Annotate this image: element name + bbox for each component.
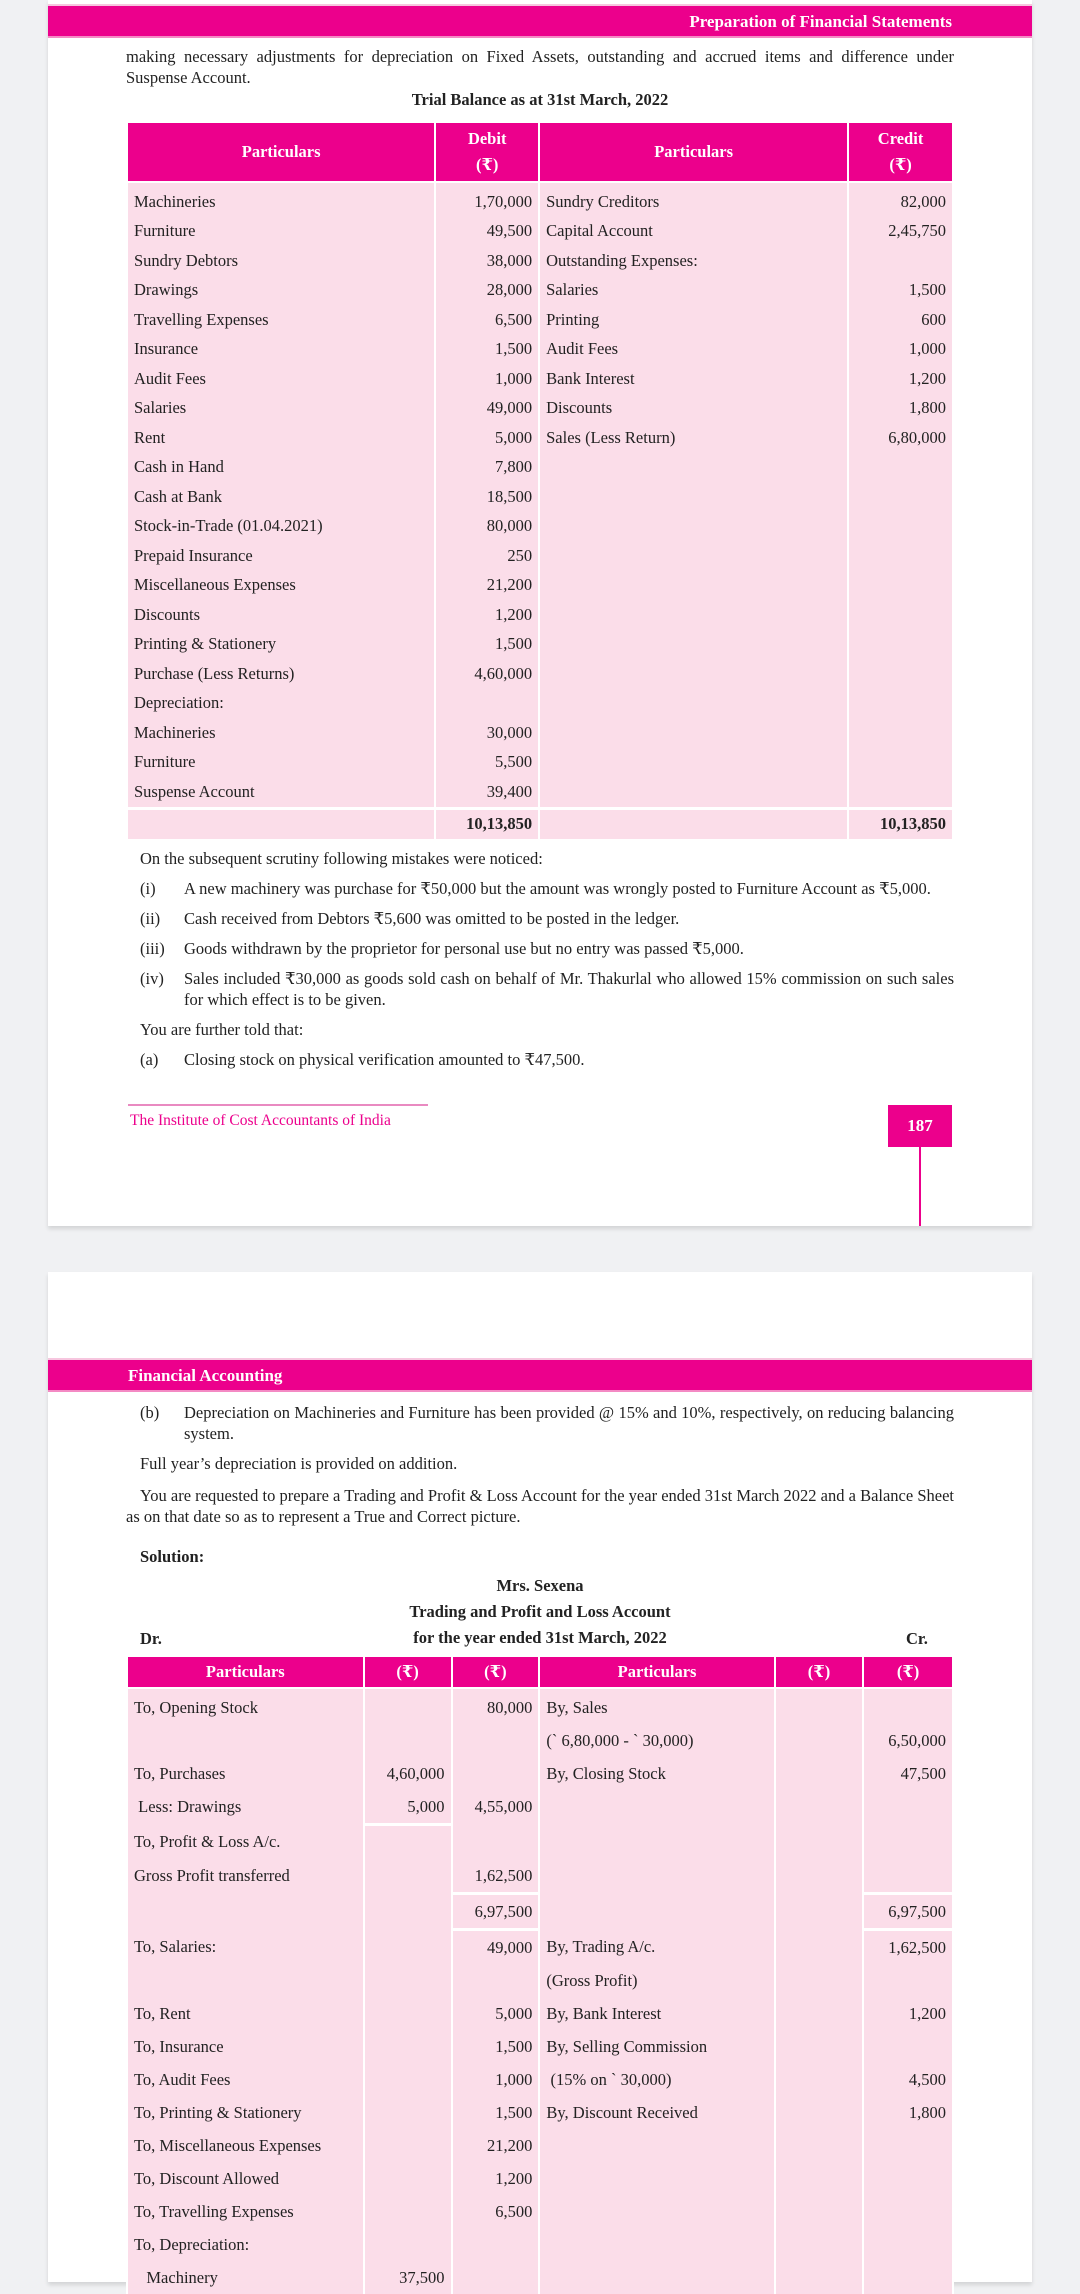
dr-particular: To, Audit Fees (127, 2063, 364, 2096)
dr-amount (452, 2228, 540, 2261)
cr-particular (539, 1790, 774, 1825)
account-row (127, 1930, 953, 1965)
dr-amount (452, 1825, 540, 1860)
account-row (127, 1997, 953, 2030)
total-debit: 10,13,850 (435, 808, 539, 839)
total-label-cell (539, 808, 848, 839)
account-row (127, 1724, 953, 1757)
dr-inner-amount (364, 1894, 452, 1930)
debit-particular: Depreciation: (127, 689, 435, 719)
debit-particular: Sundry Debtors (127, 246, 435, 276)
account-period: for the year ended 31st March, 2022 (413, 1628, 667, 1647)
mistakes-list (140, 878, 954, 1010)
dr-amount: 21,200 (452, 2129, 540, 2162)
credit-particular: Sundry Creditors (539, 182, 848, 217)
debit-amount: 80,000 (435, 512, 539, 542)
cr-particular: By, Sales (539, 1688, 774, 1724)
debit-particular: Suspense Account (127, 777, 435, 808)
total-credit: 10,13,850 (848, 808, 953, 839)
dr-particular: To, Salaries: (127, 1930, 364, 1965)
debit-particular: Drawings (127, 276, 435, 306)
account-row (127, 1825, 953, 1860)
cr-inner-amount (775, 1964, 863, 1997)
dr-particular: To, Discount Allowed (127, 2162, 364, 2195)
cr-inner-amount (775, 1825, 863, 1860)
item-marker: (iii) (140, 939, 165, 958)
cr-particular: By, Bank Interest (539, 1997, 774, 2030)
scrutiny-section (140, 848, 954, 1079)
running-header-title: Financial Accounting (128, 1366, 283, 1385)
account-row (127, 2162, 953, 2195)
dr-amount: 6,97,500 (452, 1894, 540, 1930)
credit-particular (539, 541, 848, 571)
debit-amount: 28,000 (435, 276, 539, 306)
debit-label: Debit (467, 129, 507, 148)
credit-particular: Salaries (539, 276, 848, 306)
credit-amount (848, 600, 953, 630)
credit-particular (539, 630, 848, 660)
credit-amount: 1,200 (848, 364, 953, 394)
account-row (127, 1859, 953, 1894)
credit-particular (539, 777, 848, 808)
item-text: A new machinery was purchase for ₹50,000 but the amount was wrongly posted to Furniture Account as ₹5,000. (184, 879, 931, 898)
debit-amount: 49,000 (435, 394, 539, 424)
dr-particular: To, Printing & Stationery (127, 2096, 364, 2129)
cr-amount (863, 1964, 953, 1997)
cr-inner-amount (775, 2096, 863, 2129)
cr-particular: By, Trading A/c. (539, 1930, 774, 1965)
credit-particular: Audit Fees (539, 335, 848, 365)
trial-balance-row (127, 423, 953, 453)
debit-amount: 7,800 (435, 453, 539, 483)
cr-particular (539, 2261, 774, 2294)
credit-particular: Capital Account (539, 217, 848, 247)
credit-particular (539, 748, 848, 778)
dr-inner-amount (364, 2129, 452, 2162)
dr-particular (127, 1724, 364, 1757)
debit-unit: (₹) (475, 155, 499, 174)
dr-amount (452, 1724, 540, 1757)
item-marker: (ii) (140, 909, 161, 928)
solution-label: Solution: (140, 1547, 205, 1566)
dr-inner-amount (364, 2096, 452, 2129)
debit-particular: Discounts (127, 600, 435, 630)
footer-rule (128, 1104, 428, 1106)
dr-inner-amount (364, 2195, 452, 2228)
col-header-cr-inner-amount: (₹) (775, 1656, 863, 1688)
credit-particular (539, 453, 848, 483)
debit-particular: Cash at Bank (127, 482, 435, 512)
adjustments-section (140, 1402, 954, 1483)
cr-amount (863, 2030, 953, 2063)
request-paragraph: You are requested to prepare a Trading and Profit & Loss Account for the year ended 31st March 2022 and a Balance Sheet as on that date so as to represent a True and Correct picture. (126, 1486, 954, 1526)
credit-amount (848, 718, 953, 748)
debit-particular: Purchase (Less Returns) (127, 659, 435, 689)
credit-particular: Bank Interest (539, 364, 848, 394)
cr-amount (863, 2162, 953, 2195)
mistake-item (140, 878, 954, 899)
cr-amount (863, 2228, 953, 2261)
trial-balance-row (127, 541, 953, 571)
dr-particular: Machinery (127, 2261, 364, 2294)
item-text: Goods withdrawn by the proprietor for personal use but no entry was passed ₹5,000. (184, 939, 744, 958)
cr-inner-amount (775, 1859, 863, 1894)
debit-amount: 250 (435, 541, 539, 571)
debit-particular: Machineries (127, 718, 435, 748)
trial-balance-row (127, 394, 953, 424)
trial-balance-row (127, 217, 953, 247)
cr-particular: (Gross Profit) (539, 1964, 774, 1997)
cr-amount (863, 2195, 953, 2228)
credit-amount (848, 630, 953, 660)
item-text: Sales included ₹30,000 as goods sold cash on behalf of Mr. Thakurlal who allowed 15% commission on such sales for which effect is to be given. (184, 969, 954, 1009)
debit-particular: Travelling Expenses (127, 305, 435, 335)
credit-amount (848, 246, 953, 276)
cr-particular (539, 2129, 774, 2162)
credit-amount (848, 659, 953, 689)
trial-balance-title: Trial Balance as at 31st March, 2022 (411, 90, 669, 109)
dr-amount (452, 1757, 540, 1790)
trial-balance-row (127, 276, 953, 306)
debit-particular: Furniture (127, 748, 435, 778)
dr-amount: 1,500 (452, 2096, 540, 2129)
cr-particular (539, 2228, 774, 2261)
col-header-dr-amount: (₹) (452, 1656, 540, 1688)
debit-particular: Salaries (127, 394, 435, 424)
account-row (127, 1757, 953, 1790)
cr-amount (863, 1688, 953, 1724)
cr-inner-amount (775, 2195, 863, 2228)
cr-amount (863, 1859, 953, 1894)
cr-amount (863, 2261, 953, 2294)
dr-amount: 1,000 (452, 2063, 540, 2096)
debit-amount: 5,000 (435, 423, 539, 453)
document-page-188 (48, 1272, 1032, 2287)
debit-amount: 1,500 (435, 335, 539, 365)
cr-amount (863, 1790, 953, 1825)
credit-amount (848, 571, 953, 601)
item-marker: (b) (140, 1403, 160, 1422)
cr-amount (863, 1825, 953, 1860)
cr-particular (539, 1825, 774, 1860)
credit-particular (539, 718, 848, 748)
cr-amount: 6,50,000 (863, 1724, 953, 1757)
debit-amount: 1,000 (435, 364, 539, 394)
account-row (127, 1688, 953, 1724)
dr-particular: To, Travelling Expenses (127, 2195, 364, 2228)
account-row (127, 1894, 953, 1930)
credit-particular: Sales (Less Return) (539, 423, 848, 453)
debit-side-label: Dr. (140, 1629, 162, 1648)
further-list (140, 1049, 954, 1070)
debit-amount: 6,500 (435, 305, 539, 335)
item-text: Depreciation on Machineries and Furniture has been provided @ 15% and 10%, respectively, on reducing balancing system. (184, 1403, 954, 1443)
item-marker: (i) (140, 879, 156, 898)
mistake-item (140, 938, 954, 959)
dr-particular: Less: Drawings (127, 1790, 364, 1825)
cr-particular: (` 6,80,000 - ` 30,000) (539, 1724, 774, 1757)
col-header-cr-particulars: Particulars (539, 1656, 774, 1688)
running-header (48, 4, 1032, 38)
col-header-particulars-debit: Particulars (127, 122, 435, 182)
debit-amount: 5,500 (435, 748, 539, 778)
debit-amount: 49,500 (435, 217, 539, 247)
cr-inner-amount (775, 1790, 863, 1825)
col-header-dr-inner-amount: (₹) (364, 1656, 452, 1688)
cr-amount: 1,62,500 (863, 1930, 953, 1965)
cr-inner-amount (775, 2063, 863, 2096)
debit-particular: Cash in Hand (127, 453, 435, 483)
running-header (48, 1358, 1032, 1392)
dr-inner-amount (364, 1724, 452, 1757)
credit-particular (539, 571, 848, 601)
trial-balance-table (126, 121, 954, 839)
trading-pl-account-table (126, 1655, 954, 2294)
trial-balance-row (127, 689, 953, 719)
dr-inner-amount (364, 1997, 452, 2030)
account-row (127, 2261, 953, 2294)
debit-particular: Insurance (127, 335, 435, 365)
col-header-cr-amount: (₹) (863, 1656, 953, 1688)
credit-particular (539, 689, 848, 719)
account-row (127, 2063, 953, 2096)
dr-particular: To, Miscellaneous Expenses (127, 2129, 364, 2162)
cr-particular: By, Selling Commission (539, 2030, 774, 2063)
trial-balance-row (127, 600, 953, 630)
intro-paragraph: making necessary adjustments for depreciation on Fixed Assets, outstanding and accrued items and difference under Suspense Account. (126, 47, 954, 87)
item-marker: (a) (140, 1050, 159, 1069)
debit-amount: 4,60,000 (435, 659, 539, 689)
item-text: Closing stock on physical verification amounted to ₹47,500. (184, 1050, 585, 1069)
cr-amount: 47,500 (863, 1757, 953, 1790)
credit-amount: 2,45,750 (848, 217, 953, 247)
credit-amount (848, 482, 953, 512)
cr-inner-amount (775, 1894, 863, 1930)
cr-particular: (15% on ` 30,000) (539, 2063, 774, 2096)
dr-inner-amount (364, 1688, 452, 1724)
dr-inner-amount (364, 1859, 452, 1894)
credit-amount (848, 512, 953, 542)
dr-inner-amount (364, 1930, 452, 1965)
account-row (127, 2129, 953, 2162)
dr-particular: To, Rent (127, 1997, 364, 2030)
scrutiny-intro: On the subsequent scrutiny following mistakes were noticed: (140, 849, 543, 868)
trial-balance-row (127, 305, 953, 335)
debit-particular: Miscellaneous Expenses (127, 571, 435, 601)
credit-particular: Printing (539, 305, 848, 335)
debit-particular: Rent (127, 423, 435, 453)
dr-amount: 1,500 (452, 2030, 540, 2063)
cr-particular (539, 2195, 774, 2228)
account-row (127, 1964, 953, 1997)
dr-particular: To, Profit & Loss A/c. (127, 1825, 364, 1860)
account-holder-name: Mrs. Sexena (496, 1576, 584, 1595)
page-number-badge: 187 (888, 1105, 952, 1147)
dr-particular: To, Insurance (127, 2030, 364, 2063)
cr-inner-amount (775, 1757, 863, 1790)
credit-amount: 1,000 (848, 335, 953, 365)
credit-particular: Outstanding Expenses: (539, 246, 848, 276)
cr-particular (539, 1859, 774, 1894)
item-marker: (iv) (140, 969, 164, 988)
dr-amount: 1,62,500 (452, 1859, 540, 1894)
cr-inner-amount (775, 1930, 863, 1965)
cr-inner-amount (775, 1724, 863, 1757)
col-header-particulars-credit: Particulars (539, 122, 848, 182)
account-row (127, 2030, 953, 2063)
further-told-label: You are further told that: (140, 1020, 304, 1039)
trial-balance-row (127, 571, 953, 601)
cr-particular: By, Closing Stock (539, 1757, 774, 1790)
trial-balance-row (127, 482, 953, 512)
cr-amount (863, 2129, 953, 2162)
credit-amount (848, 541, 953, 571)
page-number-rule (919, 1147, 921, 1226)
debit-amount: 1,200 (435, 600, 539, 630)
item-text: Cash received from Debtors ₹5,600 was omitted to be posted in the ledger. (184, 909, 680, 928)
full-year-note: Full year’s depreciation is provided on addition. (140, 1454, 458, 1473)
account-row (127, 2228, 953, 2261)
dr-inner-amount: 5,000 (364, 1790, 452, 1825)
dr-amount: 1,200 (452, 2162, 540, 2195)
cr-inner-amount (775, 1688, 863, 1724)
credit-particular (539, 600, 848, 630)
trial-balance-row (127, 748, 953, 778)
credit-amount: 1,800 (848, 394, 953, 424)
account-row (127, 2096, 953, 2129)
trial-balance-row (127, 246, 953, 276)
dr-inner-amount (364, 1964, 452, 1997)
dr-particular (127, 1964, 364, 1997)
trial-balance-row (127, 453, 953, 483)
debit-amount: 1,70,000 (435, 182, 539, 217)
debit-amount: 30,000 (435, 718, 539, 748)
adjustment-item-b (140, 1402, 954, 1444)
trial-balance-row (127, 512, 953, 542)
debit-amount: 39,400 (435, 777, 539, 808)
credit-unit: (₹) (889, 155, 912, 174)
dr-inner-amount (364, 1825, 452, 1860)
debit-particular: Audit Fees (127, 364, 435, 394)
dr-particular: To, Purchases (127, 1757, 364, 1790)
credit-particular (539, 482, 848, 512)
credit-label: Credit (877, 129, 924, 148)
running-header-title: Preparation of Financial Statements (689, 12, 952, 31)
dr-particular: To, Opening Stock (127, 1688, 364, 1724)
account-title: Trading and Profit and Loss Account (409, 1602, 671, 1621)
credit-amount: 82,000 (848, 182, 953, 217)
dr-inner-amount (364, 2030, 452, 2063)
cr-amount: 1,800 (863, 2096, 953, 2129)
debit-amount: 21,200 (435, 571, 539, 601)
dr-inner-amount (364, 2228, 452, 2261)
cr-inner-amount (775, 2030, 863, 2063)
trial-balance-row (127, 777, 953, 808)
account-row (127, 1790, 953, 1825)
col-header-debit (435, 122, 539, 182)
mistake-item (140, 968, 954, 1010)
trial-balance-row (127, 659, 953, 689)
cr-inner-amount (775, 2129, 863, 2162)
dr-inner-amount (364, 2063, 452, 2096)
dr-amount (452, 1964, 540, 1997)
dr-inner-amount: 37,500 (364, 2261, 452, 2294)
trial-balance-row (127, 182, 953, 217)
cr-inner-amount (775, 1997, 863, 2030)
dr-inner-amount: 4,60,000 (364, 1757, 452, 1790)
dr-particular: Gross Profit transferred (127, 1859, 364, 1894)
col-header-credit (848, 122, 953, 182)
dr-inner-amount (364, 2162, 452, 2195)
cr-inner-amount (775, 2162, 863, 2195)
dr-particular (127, 1894, 364, 1930)
trial-balance-row (127, 335, 953, 365)
trial-balance-row (127, 718, 953, 748)
cr-particular (539, 1894, 774, 1930)
credit-particular: Discounts (539, 394, 848, 424)
cr-amount: 1,200 (863, 1997, 953, 2030)
total-label-cell (127, 808, 435, 839)
debit-amount: 38,000 (435, 246, 539, 276)
cr-amount: 6,97,500 (863, 1894, 953, 1930)
debit-particular: Furniture (127, 217, 435, 247)
account-row (127, 2195, 953, 2228)
debit-amount: 18,500 (435, 482, 539, 512)
cr-amount: 4,500 (863, 2063, 953, 2096)
credit-amount: 1,500 (848, 276, 953, 306)
cr-particular: By, Discount Received (539, 2096, 774, 2129)
dr-particular: To, Depreciation: (127, 2228, 364, 2261)
credit-amount (848, 453, 953, 483)
cr-inner-amount (775, 2261, 863, 2294)
debit-particular: Machineries (127, 182, 435, 217)
further-item (140, 1049, 954, 1070)
dr-amount: 5,000 (452, 1997, 540, 2030)
debit-amount (435, 689, 539, 719)
credit-side-label: Cr. (906, 1629, 928, 1648)
cr-inner-amount (775, 2228, 863, 2261)
trial-balance-row (127, 364, 953, 394)
credit-amount: 600 (848, 305, 953, 335)
mistake-item (140, 908, 954, 929)
dr-amount: 49,000 (452, 1930, 540, 1965)
credit-amount (848, 689, 953, 719)
cr-particular (539, 2162, 774, 2195)
dr-amount (452, 2261, 540, 2294)
document-page-187 (48, 0, 1032, 1226)
credit-amount (848, 777, 953, 808)
col-header-dr-particulars: Particulars (127, 1656, 364, 1688)
debit-particular: Printing & Stationery (127, 630, 435, 660)
credit-amount: 6,80,000 (848, 423, 953, 453)
dr-amount: 6,500 (452, 2195, 540, 2228)
dr-amount: 4,55,000 (452, 1790, 540, 1825)
trial-balance-row (127, 630, 953, 660)
credit-particular (539, 659, 848, 689)
debit-particular: Prepaid Insurance (127, 541, 435, 571)
credit-amount (848, 748, 953, 778)
credit-particular (539, 512, 848, 542)
debit-particular: Stock-in-Trade (01.04.2021) (127, 512, 435, 542)
debit-amount: 1,500 (435, 630, 539, 660)
dr-amount: 80,000 (452, 1688, 540, 1724)
footer-publisher: The Institute of Cost Accountants of India (130, 1112, 391, 1129)
